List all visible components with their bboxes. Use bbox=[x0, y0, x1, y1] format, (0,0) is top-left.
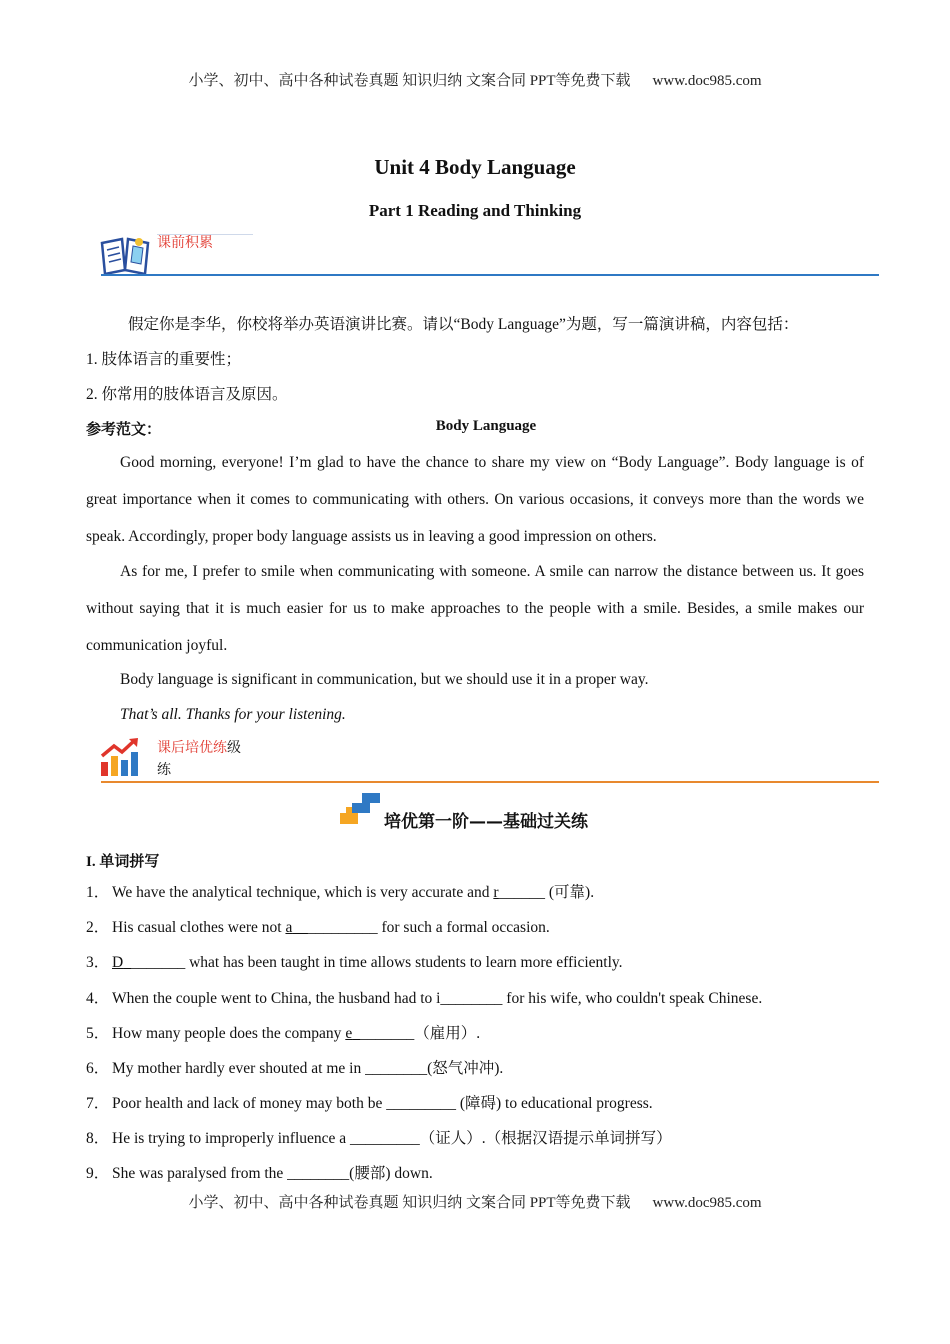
answer-blank[interactable]: ______ bbox=[498, 884, 546, 901]
section-after-class-black-2: 练 bbox=[157, 762, 171, 778]
question-6 bbox=[86, 1056, 503, 1078]
question-number: 3． bbox=[86, 954, 110, 971]
book-icon bbox=[99, 234, 151, 276]
question-text: She was paralysed from the ________(腰部) down. bbox=[112, 1165, 433, 1182]
question-hint: e bbox=[345, 1025, 353, 1042]
section-divider-blue bbox=[101, 274, 879, 276]
question-hint: D bbox=[112, 954, 124, 971]
section-after-class-label bbox=[157, 737, 241, 781]
sample-label: 参考范文： bbox=[86, 422, 162, 438]
question-text-end: _________ for such a formal occasion. bbox=[307, 919, 550, 936]
question-7 bbox=[86, 1091, 653, 1113]
answer-blank[interactable]: __ bbox=[292, 919, 308, 936]
question-number: 9． bbox=[86, 1165, 110, 1182]
growth-chart-icon bbox=[99, 736, 143, 778]
part1-heading: I. 单词拼写 bbox=[86, 854, 160, 870]
question-number: 7． bbox=[86, 1095, 110, 1112]
footer-url[interactable]: www.doc985.com bbox=[652, 1195, 762, 1211]
question-8 bbox=[86, 1126, 672, 1148]
question-1 bbox=[86, 880, 594, 902]
section-after-class-black: 级 bbox=[227, 740, 241, 756]
question-text: We have the analytical technique, which is very accurate and bbox=[112, 884, 494, 901]
question-hint: r bbox=[493, 884, 499, 901]
question-number: 4． bbox=[86, 990, 110, 1007]
section-after-class-red: 课后培优练 bbox=[157, 740, 227, 756]
question-text: How many people does the company bbox=[112, 1025, 346, 1042]
section-pre-class-label: 课前积累 bbox=[157, 235, 213, 251]
question-number: 5． bbox=[86, 1025, 110, 1042]
sample-paragraph-3: Body language is significant in communication, but we should use it in a proper way. bbox=[120, 671, 649, 688]
question-text-end: _______（雇用）. bbox=[359, 1025, 481, 1042]
question-5 bbox=[86, 1021, 480, 1043]
answer-blank[interactable]: _ bbox=[352, 1025, 360, 1042]
stage-title: 培优第一阶——基础过关练 bbox=[384, 812, 588, 832]
question-4 bbox=[86, 986, 762, 1008]
question-hint: a bbox=[285, 919, 293, 936]
page-title: Unit 4 Body Language bbox=[374, 155, 576, 179]
footer-text: 小学、初中、高中各种试卷真题 知识归纳 文案合同 PPT等免费下载 bbox=[188, 1195, 631, 1211]
sample-heading: Body Language bbox=[435, 418, 537, 434]
question-3 bbox=[86, 950, 623, 972]
question-text-end: (可靠). bbox=[545, 884, 595, 901]
page-footer bbox=[0, 1191, 950, 1212]
header-text: 小学、初中、高中各种试卷真题 知识归纳 文案合同 PPT等免费下载 bbox=[188, 73, 631, 89]
section-label-underline bbox=[157, 234, 253, 235]
page-subtitle: Part 1 Reading and Thinking bbox=[368, 201, 582, 220]
question-number: 8． bbox=[86, 1130, 110, 1147]
writing-prompt: 假定你是李华，你校将举办英语演讲比赛。请以“Body Language”为题，写一篇演讲稿，内容包括： bbox=[128, 316, 799, 333]
sample-paragraph-1: Good morning, everyone! I’m glad to have the chance to share my view on “Body Language”. Body language is of great importance when it comes to communicating with others. On various occasions, it conveys more than the words we speak. Accordingly, proper body language assists us in leaving a good impression on others. bbox=[86, 454, 864, 545]
steps-icon bbox=[340, 793, 382, 825]
answer-blank[interactable]: _ bbox=[123, 954, 131, 971]
question-number: 2． bbox=[86, 919, 110, 936]
sample-paragraph-2: As for me, I prefer to smile when communicating with someone. A smile can narrow the distance between us. It goes without saying that it is much easier for us to make approaches to the people with a smile. Besides, a smile makes our communication joyful. bbox=[86, 563, 864, 654]
question-number: 1． bbox=[86, 884, 110, 901]
question-text: He is trying to improperly influence a _________（证人）.（根据汉语提示单词拼写） bbox=[112, 1130, 672, 1147]
section-divider-orange bbox=[101, 781, 879, 783]
question-9 bbox=[86, 1161, 433, 1183]
question-number: 6． bbox=[86, 1060, 110, 1077]
sample-closing: That’s all. Thanks for your listening. bbox=[120, 706, 346, 723]
prompt-point-2: 2. 你常用的肢体语言及原因。 bbox=[86, 386, 288, 403]
page-header bbox=[0, 69, 950, 90]
question-text-end: _______ what has been taught in time allows students to learn more efficiently. bbox=[130, 954, 623, 971]
prompt-point-1: 1. 肢体语言的重要性； bbox=[86, 351, 242, 368]
header-url[interactable]: www.doc985.com bbox=[652, 73, 762, 89]
question-text: When the couple went to China, the husband had to i________ for his wife, who couldn't speak Chinese. bbox=[112, 990, 763, 1007]
question-text: His casual clothes were not bbox=[112, 919, 286, 936]
question-2 bbox=[86, 915, 550, 937]
question-text: My mother hardly ever shouted at me in ________(怒气冲冲). bbox=[112, 1060, 504, 1077]
question-text: Poor health and lack of money may both be _________ (障碍) to educational progress. bbox=[112, 1095, 653, 1112]
